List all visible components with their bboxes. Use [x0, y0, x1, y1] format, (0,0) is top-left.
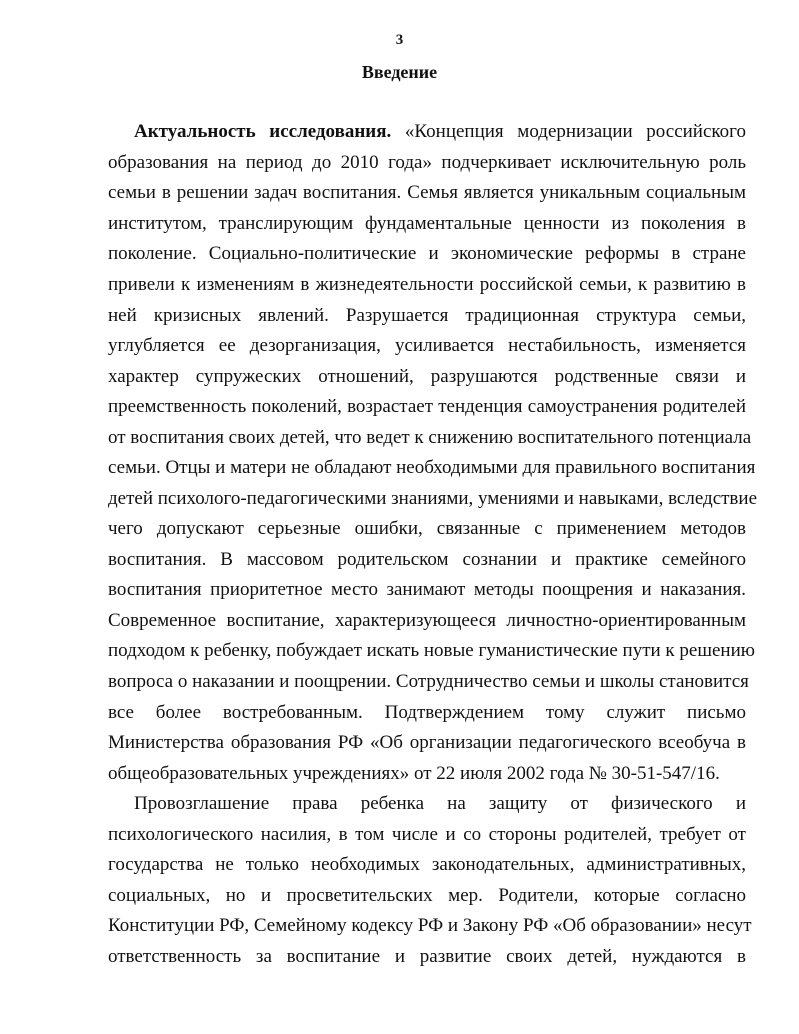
line-text: «Концепция модернизации российского — [404, 121, 746, 142]
paragraph-line: психологического насилия, в том числе и со стороны родителей, требует от — [108, 824, 746, 845]
paragraph-line: поколение. Социально-политические и экономические реформы в стране — [108, 243, 746, 264]
paragraph-line: государства не только необходимых законодательных, административных, — [108, 854, 746, 875]
paragraph-line: образования на период до 2010 года» подчеркивает исключительную роль — [108, 152, 746, 173]
paragraph-line: воспитания. В массовом родительском сознании и практике семейного — [108, 549, 746, 570]
paragraph-line: ней кризисных явлений. Разрушается традиционная структура семьи, — [108, 305, 746, 326]
paragraph-line: от воспитания своих детей, что ведет к снижению воспитательного потенциала — [108, 427, 752, 448]
paragraph-line: общеобразовательных учреждениях» от 22 июля 2002 года № 30-51-547/16. — [108, 763, 720, 784]
paragraph-line: Конституции РФ, Семейному кодексу РФ и Закону РФ «Об образовании» несут — [108, 915, 752, 936]
paragraph-line: семьи. Отцы и матери не обладают необходимыми для правильного воспитания — [108, 457, 756, 478]
paragraph-line: ответственность за воспитание и развитие своих детей, нуждаются в — [108, 946, 746, 967]
paragraph-line: подходом к ребенку, побуждает искать новые гуманистические пути к решению — [108, 640, 755, 661]
paragraph-lead: Актуальность исследования. — [134, 121, 392, 142]
paragraph-line: чего допускают серьезные ошибки, связанные с применением методов — [108, 518, 746, 539]
paragraph-line: углубляется ее дезорганизация, усиливается нестабильность, изменяется — [108, 335, 746, 356]
paragraph-line: семьи в решении задач воспитания. Семья является уникальным социальным — [108, 182, 746, 203]
paragraph-line: характер супружеских отношений, разрушаются родственные связи и — [108, 366, 746, 387]
page-heading: Введение — [361, 62, 438, 82]
page-number: 3 — [395, 32, 404, 48]
paragraph-line: вопроса о наказании и поощрении. Сотрудничество семьи и школы становится — [108, 671, 749, 692]
paragraph-line: детей психолого-педагогическими знаниями, умениями и навыками, вследствие — [108, 488, 757, 509]
paragraph-line: преемственность поколений, возрастает тенденция самоустранения родителей — [108, 396, 746, 417]
paragraph-line — [134, 117, 746, 147]
paragraph-line: социальных, но и просветительских мер. Родители, которые согласно — [108, 885, 746, 906]
paragraph-line: институтом, транслирующим фундаментальные ценности из поколения в — [108, 213, 746, 234]
paragraph-line: Современное воспитание, характеризующееся личностно-ориентированным — [108, 610, 746, 631]
paragraph-line: все более востребованным. Подтверждением тому служит письмо — [108, 702, 746, 723]
paragraph-line: привели к изменениям в жизнедеятельности российской семьи, к развитию в — [108, 274, 746, 295]
paragraph-line: воспитания приоритетное место занимают методы поощрения и наказания. — [108, 579, 746, 600]
paragraph-line: Министерства образования РФ «Об организации педагогического всеобуча в — [108, 732, 746, 753]
paragraph-line: Провозглашение права ребенка на защиту от физического и — [134, 793, 746, 814]
